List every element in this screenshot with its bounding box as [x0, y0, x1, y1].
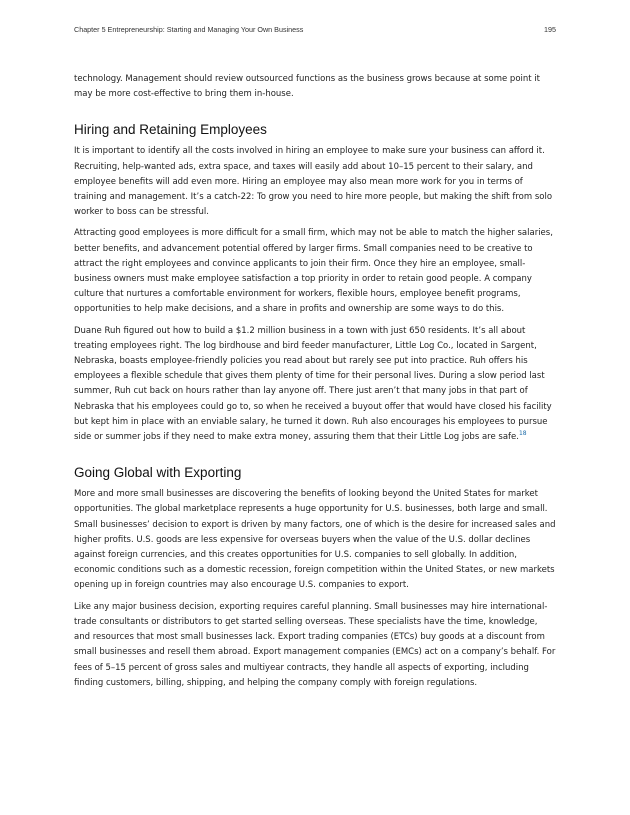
footnote-link-18[interactable]: 18	[518, 430, 527, 438]
exporting-paragraph-1: More and more small businesses are discovering the benefits of looking beyond the United States for market opportunities. The global marketplace represents a huge opportunity for U.S. businesses, both large and small. Small businesses’ decision to export is driven by many factors, one of which is the desire for increased sales and higher profits. U.S. goods are less expensive for overseas buyers when the value of the U.S. dollar declines against foreign currencies, and this creates opportunities for U.S. companies to sell globally. In addition, economic conditions such as a domestic recession, foreign competition within the United States, or new markets opening up in foreign countries may also encourage U.S. companies to export.	[74, 489, 556, 591]
page-number: 195	[544, 25, 556, 34]
running-header	[74, 25, 556, 37]
page-content	[74, 72, 556, 697]
hiring-paragraph-3-text: Duane Ruh figured out how to build a $1.2 million business in a town with just 650 residents. It’s all about treating employees right. The log birdhouse and bird feeder manufacturer, Little Log Co., located in Sargent, Nebraska, boasts employee-friendly policies you read about but rarely see put into practice. Ruh offers his employees a flexible schedule that gives them plenty of time for their personal lives. During a slow period last summer, Ruh cut back on hours rather than lay anyone off. There just aren’t that many jobs in that part of Nebraska that his employees could go to, so when he received a buyout offer that would have closed his facility but kept him in place with an enviable salary, he turned it down. Ruh also encourages his employees to pursue side or summer jobs if they need to make extra money, assuring them that their Little Log jobs are safe.	[74, 325, 552, 443]
intro-paragraph: technology. Management should review outsourced functions as the business grows because at some point it may be more cost-effective to bring them in-house.	[74, 74, 540, 100]
section-heading-exporting: Going Global with Exporting	[74, 465, 242, 481]
exporting-paragraph-2: Like any major business decision, exporting requires careful planning. Small businesses may hire international-trade consultants or distributors to get started selling overseas. These specialists have the time, knowledge, and resources that most small businesses lack. Export trading companies (ETCs) buy goods at a discount from small businesses and resell them abroad. Export management companies (EMCs) act on a company’s behalf. For fees of 5–15 percent of gross sales and multiyear contracts, they handle all aspects of exporting, including finding customers, billing, shipping, and helping the company comply with foreign regulations.	[74, 601, 556, 688]
hiring-paragraph-1: It is important to identify all the costs involved in hiring an employee to make sure your business can afford it. Recruiting, help-wanted ads, extra space, and taxes will easily add about 10–15 percent to their salary, and employee benefits will add even more. Hiring an employee may also mean more work for you in terms of training and management. It’s a catch-22: To grow you need to hire more people, but making the shift from solo worker to boss can be stressful.	[74, 146, 553, 218]
hiring-paragraph-2: Attracting good employees is more difficult for a small firm, which may not be able to match the higher salaries, better benefits, and advancement potential offered by larger firms. Small companies need to be creative to attract the right employees and convince applicants to join their firm. Once they hire an employee, small-business owners must make employee satisfaction a top priority in order to retain good people. A company culture that nurtures a comfortable environment for workers, flexible hours, employee benefit programs, opportunities to help make decisions, and a share in profits and ownership are some ways to do this.	[74, 228, 553, 315]
hiring-paragraph-3	[74, 324, 556, 446]
section-heading-hiring: Hiring and Retaining Employees	[74, 122, 267, 138]
chapter-title: Chapter 5 Entrepreneurship: Starting and Managing Your Own Business	[74, 25, 304, 34]
